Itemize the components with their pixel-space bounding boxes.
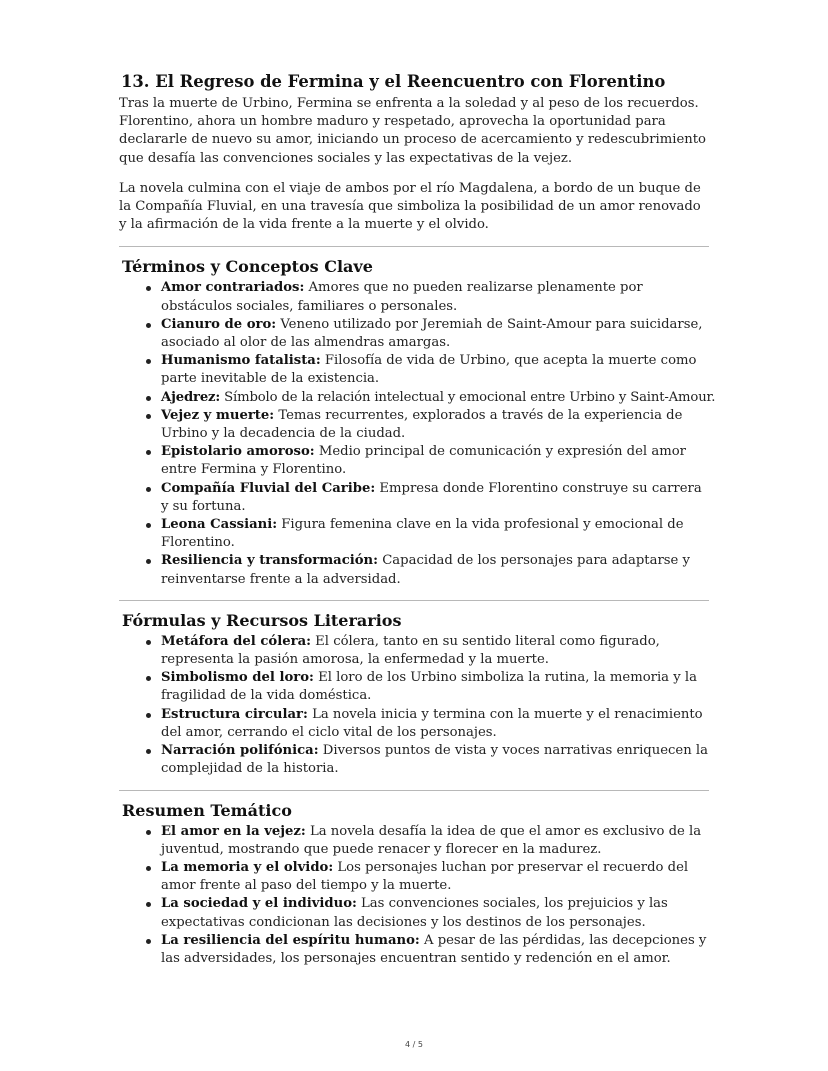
- list-item: [161, 932, 709, 968]
- section-divider: [119, 246, 709, 247]
- list-item: [161, 389, 716, 407]
- list-item: [161, 859, 709, 895]
- term-description: La novela inicia y termina con la muerte y el renacimiento del amor, cerrando el ciclo vital de los personajes.: [161, 706, 703, 740]
- term-label: La sociedad y el individuo:: [161, 896, 357, 912]
- term-description: Los personajes luchan por preservar el recuerdo del amor frente al paso del tiempo y la muerte.: [161, 859, 689, 894]
- term-label: Epistolario amoroso:: [161, 444, 315, 460]
- term-description: Capacidad de los personajes para adaptarse y reinventarse frente a la adversidad.: [161, 553, 690, 587]
- term-description: A pesar de las pérdidas, las decepciones y las adversidades, los personajes encuentran sentido y redención en el amor.: [161, 932, 707, 966]
- list-item: [161, 633, 709, 669]
- list-item: [161, 316, 709, 352]
- list-item: [161, 742, 709, 778]
- list-item: [161, 552, 709, 588]
- term-label: Vejez y muerte:: [161, 407, 275, 423]
- term-description: Medio principal de comunicación y expresión del amor entre Fermina y Florentino.: [161, 444, 686, 478]
- terms-heading: Términos y Conceptos Clave: [122, 257, 373, 277]
- term-label: Amor contrariados:: [161, 280, 305, 296]
- term-description: Amores que no pueden realizarse plenamente por obstáculos sociales, familiares o personales.: [161, 280, 643, 314]
- term-label: Leona Cassiani:: [161, 517, 278, 533]
- term-label: Humanismo fatalista:: [161, 353, 321, 369]
- list-item: [161, 407, 709, 443]
- term-label: Ajedrez:: [161, 389, 221, 405]
- term-label: Simbolismo del loro:: [161, 670, 314, 686]
- term-label: Compañía Fluvial del Caribe:: [161, 480, 376, 496]
- term-description: La novela desafía la idea de que el amor es exclusivo de la juventud, mostrando que puede renacer y florecer en la madurez.: [161, 823, 702, 857]
- formulas-heading: Fórmulas y Recursos Literarios: [122, 610, 402, 630]
- list-item: [161, 706, 709, 742]
- term-label: Cianuro de oro:: [161, 316, 277, 332]
- list-item: [161, 669, 709, 705]
- term-label: Metáfora del cólera:: [161, 633, 311, 649]
- list-item: [161, 352, 709, 388]
- summary-section: [119, 801, 709, 969]
- chapter-paragraph-1: Tras la muerte de Urbino, Fermina se enfrenta a la soledad y al peso de los recuerdos. Florentino, ahora un hombre maduro y respetado, aprovecha la oportunidad para declararle de nuevo su amor, iniciando un proceso de acercamiento y redescubrimiento que desafía las convenciones sociales y las expectativas de la vejez.: [119, 96, 706, 166]
- term-label: Narración polifónica:: [161, 743, 319, 759]
- term-description: Filosofía de vida de Urbino, que acepta la muerte como parte inevitable de la existencia.: [161, 353, 697, 387]
- term-label: Estructura circular:: [161, 706, 308, 722]
- term-label: La memoria y el olvido:: [161, 859, 334, 875]
- summary-heading: Resumen Temático: [122, 800, 292, 820]
- chapter-title: 13. El Regreso de Fermina y el Reencuentro con Florentino: [121, 72, 666, 91]
- list-item: [161, 443, 709, 479]
- terms-section: [119, 257, 716, 588]
- term-label: Resiliencia y transformación:: [161, 553, 379, 569]
- list-item: [161, 895, 709, 931]
- section-divider: [119, 600, 709, 601]
- term-description: Temas recurrentes, explorados a través de la experiencia de Urbino y la decadencia de la ciudad.: [161, 407, 683, 442]
- term-label: La resiliencia del espíritu humano:: [161, 932, 420, 948]
- list-item: [161, 480, 709, 516]
- section-divider: [119, 790, 709, 791]
- term-description: El cólera, tanto en su sentido literal como figurado, representa la pasión amorosa, la enfermedad y la muerte.: [161, 633, 660, 668]
- term-label: El amor en la vejez:: [161, 823, 306, 839]
- list-item: [161, 279, 709, 315]
- list-item: [161, 823, 709, 859]
- term-description: Empresa donde Florentino construye su carrera y su fortuna.: [161, 480, 702, 514]
- summary-list: [119, 823, 709, 969]
- document-page: [119, 72, 716, 979]
- page-number: 4 / 5: [405, 1040, 423, 1049]
- list-item: [161, 516, 709, 552]
- term-description: Veneno utilizado por Jeremiah de Saint-Amour para suicidarse, asociado al olor de las almendras amargas.: [161, 316, 703, 351]
- terms-list: [119, 279, 716, 588]
- term-description: Figura femenina clave en la vida profesional y emocional de Florentino.: [161, 517, 684, 551]
- formulas-section: [119, 611, 709, 779]
- term-description: Símbolo de la relación intelectual y emocional entre Urbino y Saint-Amour.: [220, 389, 716, 405]
- term-description: Las convenciones sociales, los prejuicios y las expectativas condicionan las decisiones y los destinos de los personajes.: [161, 896, 668, 930]
- formulas-list: [119, 633, 709, 779]
- chapter-paragraph-2: La novela culmina con el viaje de ambos por el río Magdalena, a bordo de un buque de la Compañía Fluvial, en una travesía que simboliza la posibilidad de un amor renovado y la afirmación de la vida frente a la muerte y el olvido.: [119, 180, 701, 233]
- term-description: Diversos puntos de vista y voces narrativas enriquecen la complejidad de la historia.: [161, 743, 708, 777]
- term-description: El loro de los Urbino simboliza la rutina, la memoria y la fragilidad de la vida doméstica.: [161, 670, 697, 704]
